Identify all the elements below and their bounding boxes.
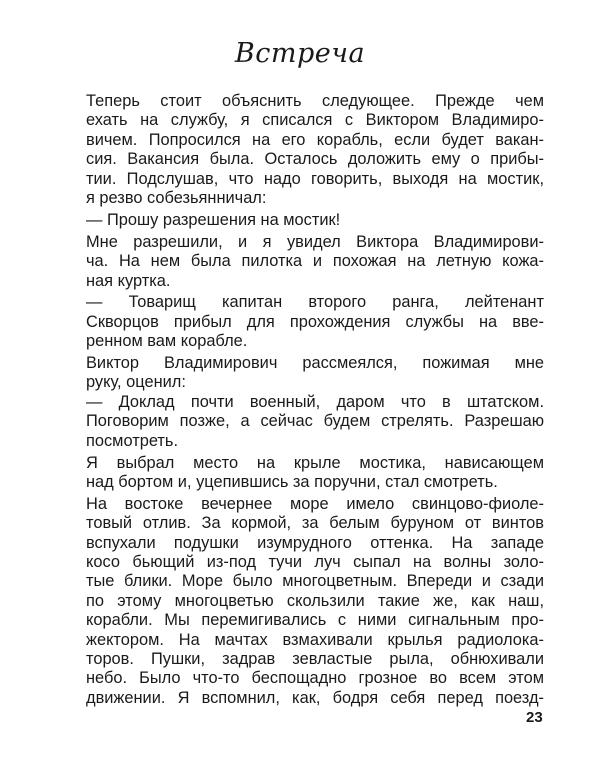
- text-line: — Доклад почти военный, даром что в штатском.: [86, 392, 544, 411]
- text-line: Теперь стоит объяснить следующее. Прежде чем: [86, 92, 544, 110]
- page-number: 23: [526, 709, 543, 726]
- text-line: Скворцов прибыл для прохождения службы на вве-: [86, 312, 544, 331]
- text-line: — Товарищ капитан второго ранга, лейтенант: [86, 293, 544, 312]
- text-line: я резво собезьянничал:: [86, 188, 267, 207]
- text-line: ренном вам корабле.: [86, 332, 248, 351]
- text-line: товый отлив. За кормой, за белым буруном от винтов: [86, 514, 544, 533]
- text-line: корабли. Мы перемигивались с ними сигнальным про-: [86, 611, 544, 630]
- text-line: тии. Подслушав, что надо говорить, выходя на мостик,: [86, 169, 544, 188]
- text-line: сия. Вакансия была. Осталось доложить ему о прибы-: [86, 150, 544, 169]
- text-line: косо бьющий из-под тучи луч сыпал на волны золо-: [86, 552, 544, 571]
- text-line: На востоке вечернее море имело свинцово-фиоле-: [86, 494, 544, 513]
- text-line: по этому многоцветью скользили такие же, как наш,: [86, 591, 544, 610]
- text-line: ча. На нем была пилотка и похожая на летную кожа-: [86, 252, 544, 271]
- text-line: — Прошу разрешения на мостик!: [86, 210, 341, 229]
- text-line: движении. Я вспомнил, как, бодря себя перед поезд-: [86, 688, 544, 707]
- chapter-title: Встреча: [234, 38, 366, 69]
- text-line: Виктор Владимирович рассмеялся, пожимая мне: [86, 354, 544, 373]
- text-line: тые блики. Море было многоцветным. Впереди и сзади: [86, 572, 544, 591]
- text-line: жектором. На мачтах взмахивали крылья радиолока-: [86, 630, 544, 649]
- text-line: торов. Пушки, задрав зевластые рыла, обнюхивали: [86, 649, 544, 668]
- text-line: ная куртка.: [86, 271, 171, 290]
- text-line: вспухали подушки изумрудного оттенка. На западе: [86, 533, 544, 552]
- body-text: [86, 92, 544, 708]
- text-line: Я выбрал место на крыле мостика, нависающем: [86, 453, 544, 472]
- text-line: руку, оценил:: [86, 373, 186, 392]
- text-line: небо. Было что-то беспощадно грозное во всем этом: [86, 669, 544, 688]
- text-line: Поговорим позже, а сейчас будем стрелять. Разрешаю: [86, 412, 544, 431]
- text-line: посмотреть.: [86, 431, 179, 450]
- text-line: Мне разрешили, и я увидел Виктора Владимирови-: [86, 232, 544, 251]
- text-line: ехать на службу, я списался с Виктором Владимиро-: [86, 111, 544, 130]
- text-line: вичем. Попросился на его корабль, если будет вакан-: [86, 130, 544, 149]
- text-line: над бортом и, уцепившись за поручни, стал смотреть.: [86, 472, 498, 491]
